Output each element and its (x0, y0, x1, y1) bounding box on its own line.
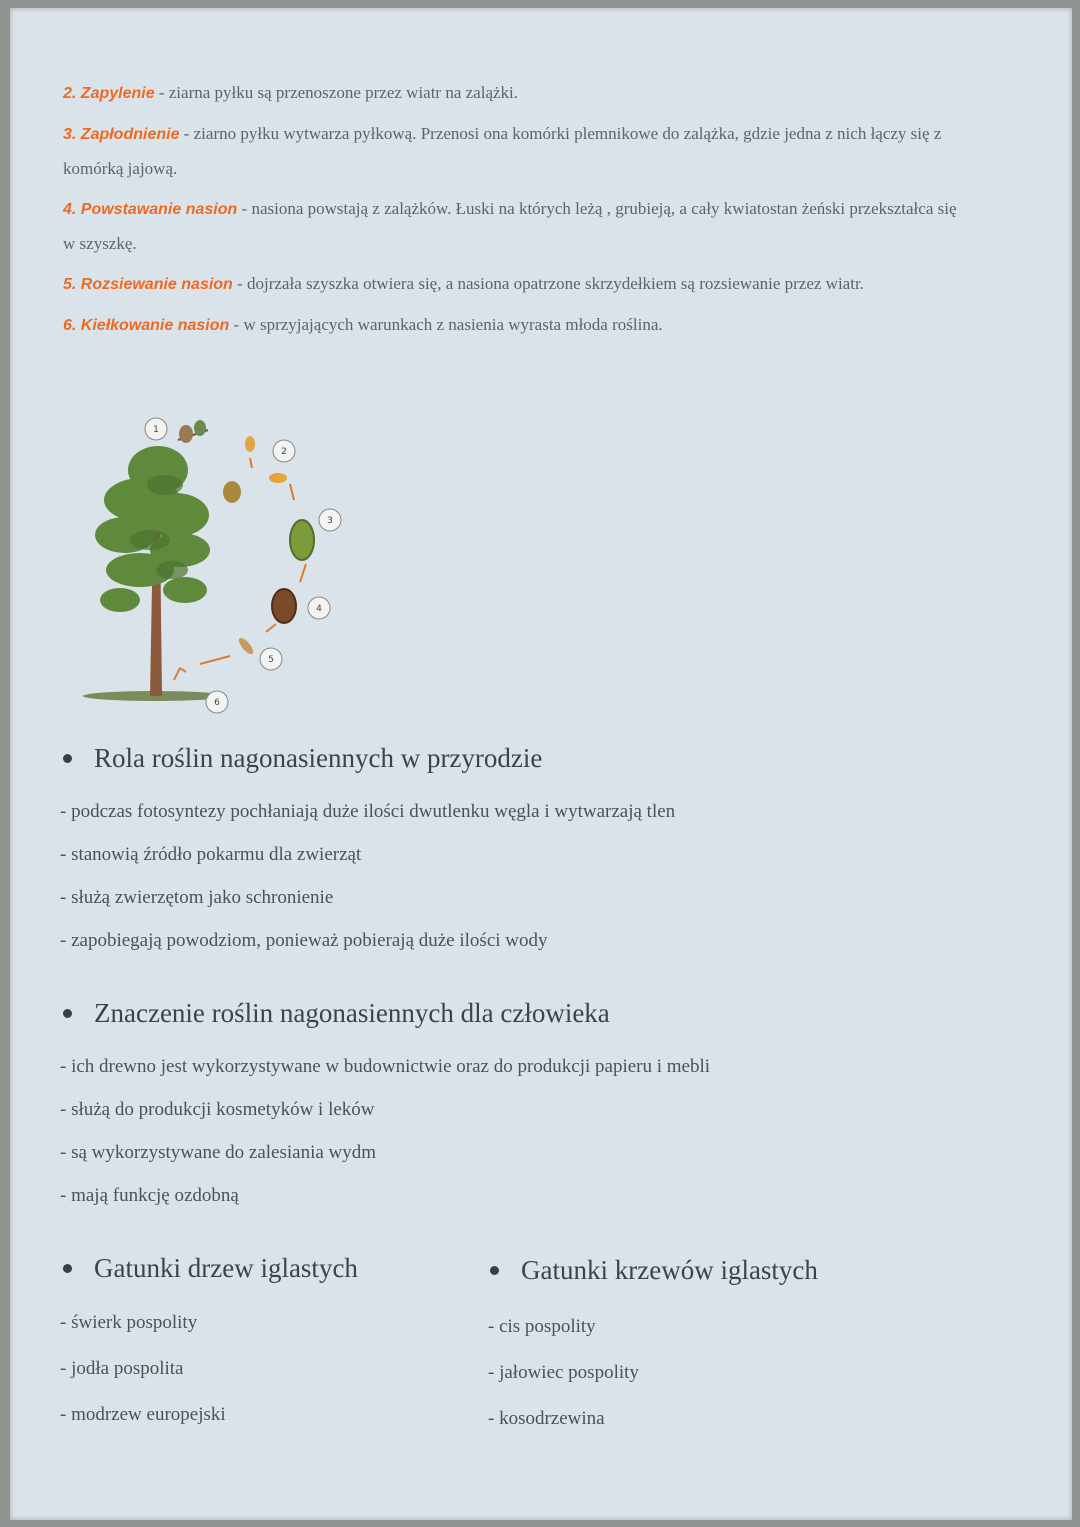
list-item: - kosodrzewina (488, 1408, 605, 1429)
winged-seed-icon (237, 636, 256, 656)
cycle-arrows (200, 458, 306, 664)
step-marker-6 (206, 691, 228, 713)
list-item: - są wykorzystywane do zalesiania wydm (60, 1142, 377, 1163)
mature-cone-icon (272, 589, 296, 623)
list-item: - jodła pospolita (60, 1358, 184, 1379)
list-item: - służą zwierzętom jako schronienie (60, 887, 334, 908)
step-seed-dispersal: 5. Rozsiewanie nasion - dojrzała szyszka otwiera się, a nasiona opatrzone skrzydełkiem są rozsiewanie przez wiatr. (63, 274, 864, 293)
svg-text:5: 5 (268, 655, 274, 665)
conifer-shrubs-list (488, 1304, 639, 1442)
bullet-icon (490, 1266, 499, 1275)
pine-life-cycle-steps (63, 76, 963, 349)
pine-life-cycle-diagram (80, 410, 360, 720)
section-human-importance-heading: Znaczenie roślin nagonasiennych dla człowieka (63, 998, 610, 1029)
svg-text:2: 2 (281, 447, 287, 457)
bullet-icon (63, 1009, 72, 1018)
list-item: - zapobiegają powodziom, ponieważ pobierają duże ilości wody (60, 930, 548, 951)
list-item: - ich drewno jest wykorzystywane w budownictwie oraz do produkcji papieru i mebli (60, 1056, 711, 1077)
list-item: - służą do produkcji kosmetyków i leków (60, 1099, 375, 1120)
list-item: - podczas fotosyntezy pochłaniają duże ilości dwutlenku węgla i wytwarzają tlen (60, 801, 676, 822)
section-conifer-shrubs-heading: Gatunki krzewów iglastych (490, 1255, 818, 1286)
step-marker-5 (260, 648, 282, 670)
list-item: - stanowią źródło pokarmu dla zwierząt (60, 844, 362, 865)
young-cone-icon (223, 481, 241, 503)
step-marker-1 (145, 418, 167, 440)
conifer-trees-list (60, 1300, 226, 1438)
section-conifer-trees-heading: Gatunki drzew iglastych (63, 1253, 358, 1284)
step-pollination: 2. Zapylenie - ziarna pyłku są przenoszone przez wiatr na zalążki. (63, 83, 519, 102)
growing-cone-icon (269, 473, 287, 483)
section-role-in-nature-heading: Rola roślin nagonasiennych w przyrodzie (63, 743, 542, 774)
list-item: - jałowiec pospolity (488, 1362, 639, 1383)
step-germination: 6. Kiełkowanie nasion - w sprzyjających warunkach z nasienia wyrasta młoda roślina. (63, 315, 663, 334)
human-importance-list (60, 1045, 710, 1217)
seedling-icon (174, 668, 186, 680)
flowering-branch-icon (178, 420, 208, 443)
step-marker-2 (273, 440, 295, 462)
step-seed-formation: 4. Powstawanie nasion - nasiona powstają z zalążków. Łuski na których leżą , grubieją, a cały kwiatostan żeński przekształca się w szyszkę. (63, 199, 957, 253)
bullet-icon (63, 754, 72, 763)
svg-text:4: 4 (316, 604, 322, 614)
svg-text:3: 3 (327, 516, 333, 526)
role-in-nature-list (60, 790, 675, 962)
list-item: - mają funkcję ozdobną (60, 1185, 239, 1206)
list-item: - modrzew europejski (60, 1404, 226, 1425)
bullet-icon (63, 1264, 72, 1273)
step-marker-4 (308, 597, 330, 619)
svg-text:6: 6 (214, 698, 220, 708)
svg-text:1: 1 (153, 425, 159, 435)
step-fertilization: 3. Zapłodnienie - ziarno pyłku wytwarza pyłkową. Przenosi ona komórki plemnikowe do zalążka, gdzie jedna z nich łączy się z komórką jajową. (63, 124, 942, 178)
pollen-cone-icon (245, 436, 255, 452)
list-item: - cis pospolity (488, 1316, 596, 1337)
list-item: - świerk pospolity (60, 1312, 198, 1333)
step-marker-3 (319, 509, 341, 531)
green-cone-icon (290, 520, 314, 560)
